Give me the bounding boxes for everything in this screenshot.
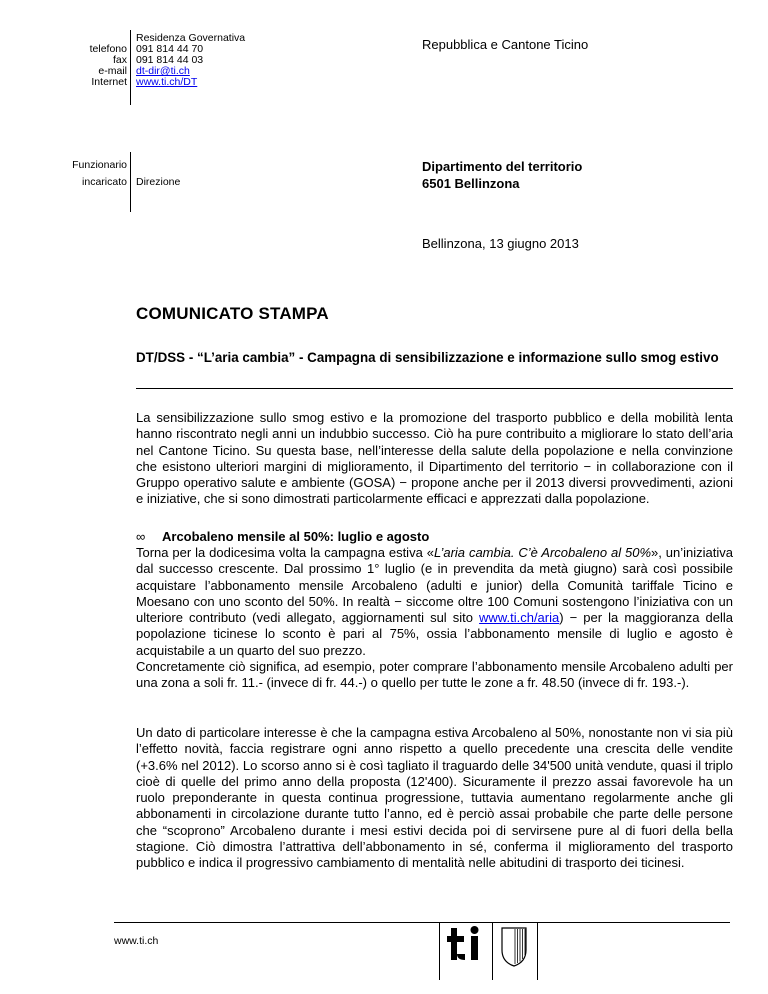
label-telefono: telefono	[89, 43, 127, 55]
subtitle-underline	[136, 388, 733, 389]
bullet-heading	[136, 529, 733, 545]
department-address	[422, 158, 582, 192]
document-subtitle: DT/DSS - “L’aria cambia” - Campagna di sensibilizzazione e informazione sullo smog estivo	[136, 350, 719, 365]
canton-crest-icon	[499, 924, 529, 968]
email-link[interactable]: dt-dir@ti.ch	[136, 65, 190, 77]
label-internet: Internet	[91, 76, 127, 88]
office-name: Residenza Governativa	[136, 32, 246, 44]
campaign-text-c: ) − per la maggioranza della popolazione ticinese lo sconto è pari al 75%, ossia l’abbonamento mensile di luglio e agosto è acquistabile a un quarto del suo prezzo.	[136, 610, 733, 658]
campaign-text-b: », un’iniziativa dal successo crescente. Dal prossimo 1° luglio (e in prevendita da metà giugno) sarà così possibile acquistare l’abbonamento mensile Arcobaleno (adulti e junior) della Comunità tariffale Ticino e Moesano con uno sconto del 50%. In realtà − siccome oltre 100 Comuni sostengono l’iniziativa con un ulteriore contributo (vedi allegato, aggiornamenti sul sito	[136, 545, 734, 626]
department-city: 6501 Bellinzona	[422, 176, 520, 191]
footer-url: www.ti.ch	[114, 935, 159, 947]
website-link[interactable]: www.ti.ch/DT	[136, 76, 198, 88]
fax-number: 091 814 44 03	[136, 54, 204, 66]
campaign-text-a: Torna per la dodicesima volta la campagna estiva «	[136, 545, 434, 560]
footer-divider-mid	[492, 922, 493, 980]
sales-paragraph: Un dato di particolare interesse è che la campagna estiva Arcobaleno al 50%, nonostante non vi sia più l’effetto novità, faccia registrare ogni anno rispetto a quello precedente una crescita delle vendite (+3.6% nel 2012). Lo scorso anno si è così tagliato il traguardo delle 34'500 unità vendute, quasi il triplo cioè di quelle del primo anno della proposta (12'400). Sicuramente il prezzo assai favorevole ha un ruolo preponderante in questa continua progressione, tuttavia aumentano regolarmente anche gli abbonamenti in circolazione durante tutto l’anno, ed è perciò assai probabile che parte delle persone che “scoprono” Arcobaleno durante i mesi estivi decida poi di servirsene pure al di fuori della bella stagione. Ciò dimostra l’attrattiva dell’abbonamento in sé, conferma il miglioramento del trasporto pubblico e indica il progressivo cambiamento di mentalità nelle abitudini di trasporto dei ticinesi.	[136, 725, 733, 871]
aria-link[interactable]: www.ti.ch/aria	[479, 610, 560, 626]
label-fax: fax	[112, 54, 127, 66]
campaign-paragraph	[136, 545, 733, 692]
document-date: Bellinzona, 13 giugno 2013	[422, 236, 579, 251]
document-title: COMUNICATO STAMPA	[136, 304, 329, 323]
bullet-heading-text: Arcobaleno mensile al 50%: luglio e agosto	[162, 529, 430, 544]
label-incaricato: incaricato	[82, 176, 127, 188]
ticino-logo-icon	[447, 924, 487, 968]
phone-number: 091 814 44 70	[136, 43, 204, 55]
footer-divider-left	[439, 922, 440, 980]
footer-rule	[114, 922, 730, 923]
website-address	[136, 77, 197, 88]
campaign-text-d: Concretamente ciò significa, ad esempio, poter comprare l’abbonamento mensile Arcobaleno adulti per una zona a soli fr. 11.- (invece di fr. 44.-) o quello per tutte le zone a fr. 48.50 (invece di fr. 193.-).	[136, 659, 733, 691]
intro-paragraph: La sensibilizzazione sullo smog estivo e la promozione del trasporto pubblico e della mobilità lenta hanno riscontrato negli anni un indubbio successo. Ciò ha pure contribuito a migliorare lo stato dell’aria nel Cantone Ticino. Su questa base, nell’interesse della salute della popolazione e nella convinzione che esistono ulteriori margini di miglioramento, il Dipartimento del territorio − in collaborazione con il Gruppo operativo salute e ambiente (GOSA) − propone anche per il 2013 diversi provvedimenti, azioni e iniziative, che si sono dimostrati particolarmente efficaci e apprezzati dalla popolazione.	[136, 410, 733, 507]
label-funzionario: Funzionario	[72, 159, 127, 171]
footer-divider-right	[537, 922, 538, 980]
department-name: Dipartimento del territorio	[422, 159, 583, 174]
header-divider-bottom	[130, 152, 131, 212]
header-divider-top	[130, 30, 131, 105]
campaign-name: L’aria cambia. C’è Arcobaleno al 50%	[433, 545, 652, 560]
republic-name: Repubblica e Cantone Ticino	[422, 37, 589, 52]
bullet-infinity-icon: ∞	[136, 529, 146, 544]
direzione-label: Direzione	[136, 176, 181, 188]
label-email: e-mail	[98, 65, 127, 77]
